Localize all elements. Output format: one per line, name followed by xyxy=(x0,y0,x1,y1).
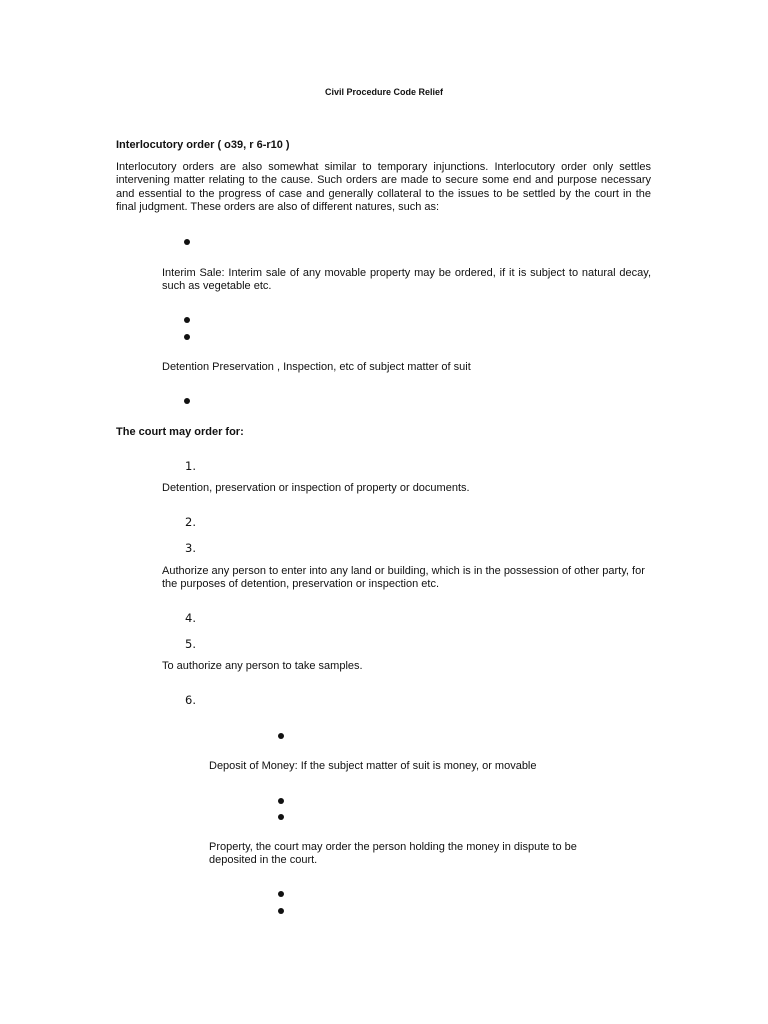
take-samples-text: To authorize any person to take samples. xyxy=(162,660,363,672)
list-number: 3. xyxy=(185,541,196,555)
bullet-icon xyxy=(184,398,190,404)
bullet-icon xyxy=(278,891,284,897)
list-number: 4. xyxy=(185,611,196,625)
bullet-icon xyxy=(278,798,284,804)
bullet-icon xyxy=(278,908,284,914)
list-number: 2. xyxy=(185,515,196,529)
bullet-icon xyxy=(184,334,190,340)
interim-sale-text: Interim Sale: Interim sale of any movable property may be ordered, if it is subject to natural decay, such as vegetable etc. xyxy=(162,267,651,293)
section-heading-interlocutory-order: Interlocutory order ( o39, r 6-r10 ) xyxy=(116,139,290,151)
bullet-icon xyxy=(184,239,190,245)
section-heading-court-may-order: The court may order for: xyxy=(116,426,244,438)
property-deposit-text: Property, the court may order the person holding the money in dispute to be deposited in the court. xyxy=(209,841,577,867)
page-header-title: Civil Procedure Code Relief xyxy=(324,87,444,97)
list-number: 6. xyxy=(185,693,196,707)
bullet-icon xyxy=(278,733,284,739)
intro-paragraph: Interlocutory orders are also somewhat similar to temporary injunctions. Interlocutory order only settles intervening matter relating to the cause. Such orders are made to secure some end and purpose necessary and essential to the progress of case and generally collateral to the issues to be settled by the court in the final judgment. These orders are also of different natures, such as: xyxy=(116,161,651,213)
detention-preservation-text: Detention Preservation , Inspection, etc of subject matter of suit xyxy=(162,361,471,373)
list-number: 5. xyxy=(185,637,196,651)
detention-inspection-text: Detention, preservation or inspection of property or documents. xyxy=(162,482,470,494)
bullet-icon xyxy=(184,317,190,323)
authorize-entry-text: Authorize any person to enter into any land or building, which is in the possession of other party, for the purposes of detention, preservation or inspection etc. xyxy=(162,565,645,591)
list-number: 1. xyxy=(185,459,196,473)
bullet-icon xyxy=(278,814,284,820)
deposit-of-money-text: Deposit of Money: If the subject matter of suit is money, or movable xyxy=(209,760,537,772)
